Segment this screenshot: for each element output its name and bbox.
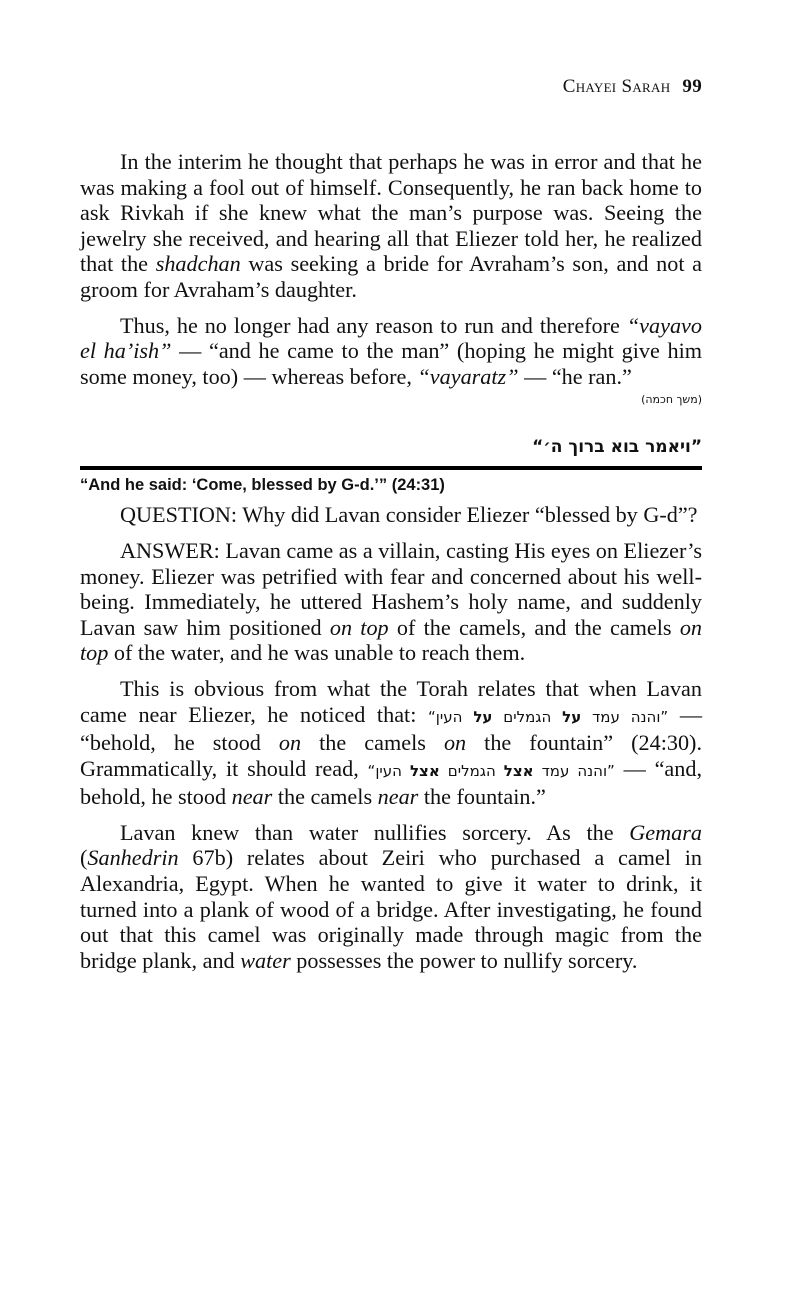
italic-term: near bbox=[231, 784, 273, 810]
running-head-title: Chayei Sarah bbox=[562, 76, 671, 97]
italic-term: near bbox=[377, 784, 419, 810]
question-paragraph: QUESTION: Why did Lavan consider Eliezer “blessed by G-d”? bbox=[120, 502, 698, 528]
italic-term: Gemara bbox=[629, 819, 702, 845]
hebrew-text: ”והנה עמד bbox=[581, 707, 669, 726]
hebrew-text: העין“ bbox=[367, 761, 410, 780]
section-heading bbox=[80, 436, 702, 496]
italic-term: “vayavo el ha’ish” bbox=[80, 312, 702, 364]
hebrew-emphasis: על bbox=[473, 707, 493, 726]
hebrew-text: הגמלים bbox=[439, 761, 504, 780]
question-answer bbox=[80, 502, 702, 973]
hebrew-verse-title: ”ויאמר בוא ברוך ה׳“ bbox=[532, 437, 702, 458]
paragraph: This is obvious from what the Torah relates that when Lavan came near Eliezer, he noticed that: ”והנה עמד על הגמלים על העין“ — “behold, he stood on the camels on the fountain” (24:30). Grammatically, it should read, ”והנה עמד אצל הגמלים אצל העין“ — “and, behold, he stood near the camels near the fountain.” bbox=[80, 675, 703, 810]
hebrew-text: הגמלים bbox=[492, 707, 563, 726]
hebrew-emphasis: על bbox=[562, 707, 582, 726]
hebrew-quote bbox=[428, 708, 668, 726]
page-body bbox=[80, 149, 702, 983]
source-citation: (משך חכמה) bbox=[641, 393, 702, 407]
heading-rule bbox=[80, 466, 702, 470]
italic-term: shadchan bbox=[155, 251, 241, 277]
hebrew-text: ”והנה עמד bbox=[533, 761, 615, 780]
italic-term: Sanhedrin bbox=[87, 845, 179, 871]
paragraph: Thus, he no longer had any reason to run and therefore “vayavo el ha’ish” — “and he came to the man” (hoping he might give him some money, too) — whereas before, “vayaratz” — “he ran.” bbox=[80, 312, 702, 389]
italic-term: “vayaratz” bbox=[417, 363, 519, 389]
italic-term: on bbox=[278, 730, 302, 756]
italic-term: water bbox=[240, 947, 291, 973]
hebrew-emphasis: אצל bbox=[503, 761, 534, 780]
italic-term: on top bbox=[329, 614, 389, 640]
paragraph: Lavan knew than water nullifies sorcery. As the Gemara (Sanhedrin 67b) relates about Zeiri who purchased a camel in Alexandria, Egypt. When he wanted to give it water to drink, it turned into a plank of wood of a bridge. After investigating, he found out that this camel was originally made through magic from the bridge plank, and water possesses the power to nullify sorcery. bbox=[80, 819, 702, 973]
hebrew-emphasis: אצל bbox=[409, 761, 440, 780]
section-continuation bbox=[80, 149, 702, 407]
hebrew-quote bbox=[368, 762, 615, 780]
italic-term: on bbox=[443, 730, 467, 756]
italic-term: on top bbox=[80, 614, 702, 666]
answer-paragraph: ANSWER: Lavan came as a villain, casting His eyes on Eliezer’s money. Eliezer was petrified with fear and concerned about his well-being. Immediately, he uttered Hashem’s holy name, and suddenly Lavan saw him positioned on top of the camels, and the camels on top of the water, and he was unable to reach them. bbox=[80, 537, 702, 666]
paragraph: In the interim he thought that perhaps he was in error and that he was making a fool out of himself. Consequently, he ran back home to ask Rivkah if she knew what the man’s purpose was. Seeing the jewelry she received, and hearing all that Eliezer told her, he realized that the shadchan was seeking a bride for Avraham’s son, and not a groom for Avraham’s daughter. bbox=[80, 149, 702, 302]
running-head bbox=[563, 76, 702, 98]
english-verse-title: “And he said: ‘Come, blessed by G-d.’” (24:31) bbox=[80, 476, 445, 495]
hebrew-text: העין“ bbox=[428, 707, 474, 726]
page-number: 99 bbox=[682, 76, 702, 97]
